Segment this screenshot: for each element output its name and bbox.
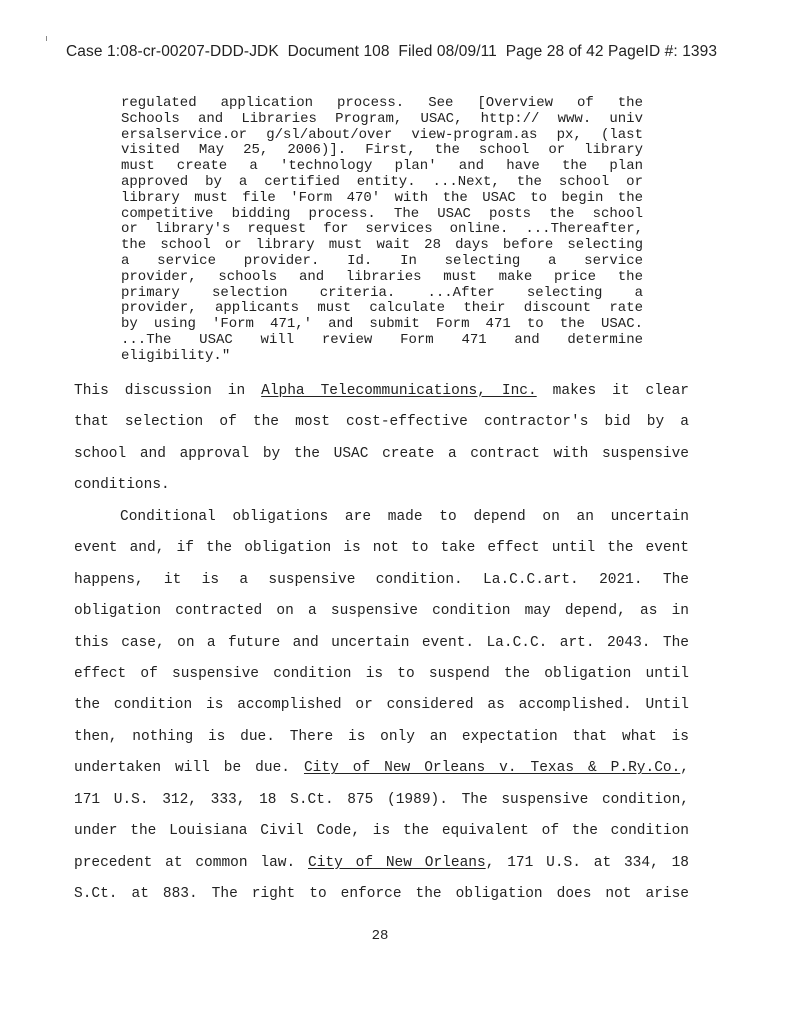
paragraph-2-line: under the Louisiana Civil Code, is the equivalent of the condition bbox=[74, 823, 689, 840]
quote-line: visited May 25, 2006)]. First, the school or library bbox=[121, 142, 643, 159]
block-quote bbox=[121, 96, 643, 365]
quote-line: or library's request for services online. ...Thereafter, bbox=[121, 221, 643, 238]
quote-line: provider, applicants must calculate their discount rate bbox=[121, 300, 643, 317]
paragraph-2-line: undertaken will be due. City of New Orleans v. Texas & P.Ry.Co., bbox=[74, 760, 689, 777]
paragraph-1-line: that selection of the most cost-effective contractor's bid by a bbox=[74, 414, 689, 431]
quote-line: library must file 'Form 470' with the USAC to begin the bbox=[121, 189, 643, 206]
paragraph-2-line: this case, on a future and uncertain event. La.C.C. art. 2043. The bbox=[74, 634, 689, 651]
quote-line: approved by a certified entity. ...Next, the school or bbox=[121, 173, 643, 190]
paragraph-2-line: Conditional obligations are made to depend on an uncertain bbox=[120, 508, 689, 525]
paragraph-2-line: obligation contracted on a suspensive condition may depend, as in bbox=[74, 603, 689, 620]
paragraph-2-line: S.Ct. at 883. The right to enforce the obligation does not arise bbox=[74, 886, 689, 902]
paragraph-2-line: then, nothing is due. There is only an expectation that what is bbox=[74, 728, 689, 745]
quote-line: the school or library must wait 28 days before selecting bbox=[121, 237, 643, 254]
quote-line: Schools and Libraries Program, USAC, http:// www. univ bbox=[121, 110, 643, 127]
case-citation: City of New Orleans v. Texas & P.Ry.Co. bbox=[303, 760, 681, 777]
paragraph-1-line: school and approval by the USAC create a contract with suspensive bbox=[74, 445, 689, 462]
paragraph-2-line: happens, it is a suspensive condition. La.C.C.art. 2021. The bbox=[74, 571, 689, 588]
quote-line: by using 'Form 471,' and submit Form 471 to the USAC. bbox=[121, 316, 643, 333]
case-header: Case 1:08-cr-00207-DDD-JDK Document 108 Filed 08/09/11 Page 28 of 42 PageID #: 1393 bbox=[66, 43, 718, 60]
quote-line: provider, schools and libraries must make price the bbox=[121, 268, 643, 285]
quote-line: a service provider. Id. In selecting a service bbox=[121, 252, 643, 269]
paragraph-2-line: the condition is accomplished or considered as accomplished. Until bbox=[74, 697, 689, 714]
scan-mark bbox=[46, 36, 47, 41]
paragraph-1-line: conditions. bbox=[74, 477, 170, 494]
case-citation: Alpha Telecommunications, Inc. bbox=[261, 383, 537, 399]
paragraph-2-line: effect of suspensive condition is to suspend the obligation until bbox=[74, 665, 689, 682]
body-text bbox=[74, 376, 689, 910]
quote-line: ersalservice.or g/sl/about/over view-program.as px, (last bbox=[121, 126, 643, 143]
page-number: 28 bbox=[371, 928, 389, 944]
quote-line: must create a 'technology plan' and have the plan bbox=[121, 158, 643, 175]
quote-line: competitive bidding process. The USAC posts the school bbox=[121, 205, 643, 222]
quote-line: primary selection criteria. ...After selecting a bbox=[121, 284, 643, 301]
paragraph-2-line: precedent at common law. City of New Orleans, 171 U.S. at 334, 18 bbox=[74, 854, 689, 871]
quote-line: ...The USAC will review Form 471 and determine bbox=[121, 331, 643, 348]
quote-line: regulated application process. See [Overview of the bbox=[121, 95, 643, 111]
paragraph-1-line: This discussion in Alpha Telecommunications, Inc. makes it clear bbox=[74, 383, 690, 399]
quote-line: eligibility." bbox=[121, 347, 231, 364]
paragraph-2-line: 171 U.S. 312, 333, 18 S.Ct. 875 (1989). The suspensive condition, bbox=[74, 791, 689, 808]
paragraph-2-line: event and, if the obligation is not to take effect until the event bbox=[74, 540, 689, 557]
case-citation: City of New Orleans bbox=[308, 854, 486, 871]
